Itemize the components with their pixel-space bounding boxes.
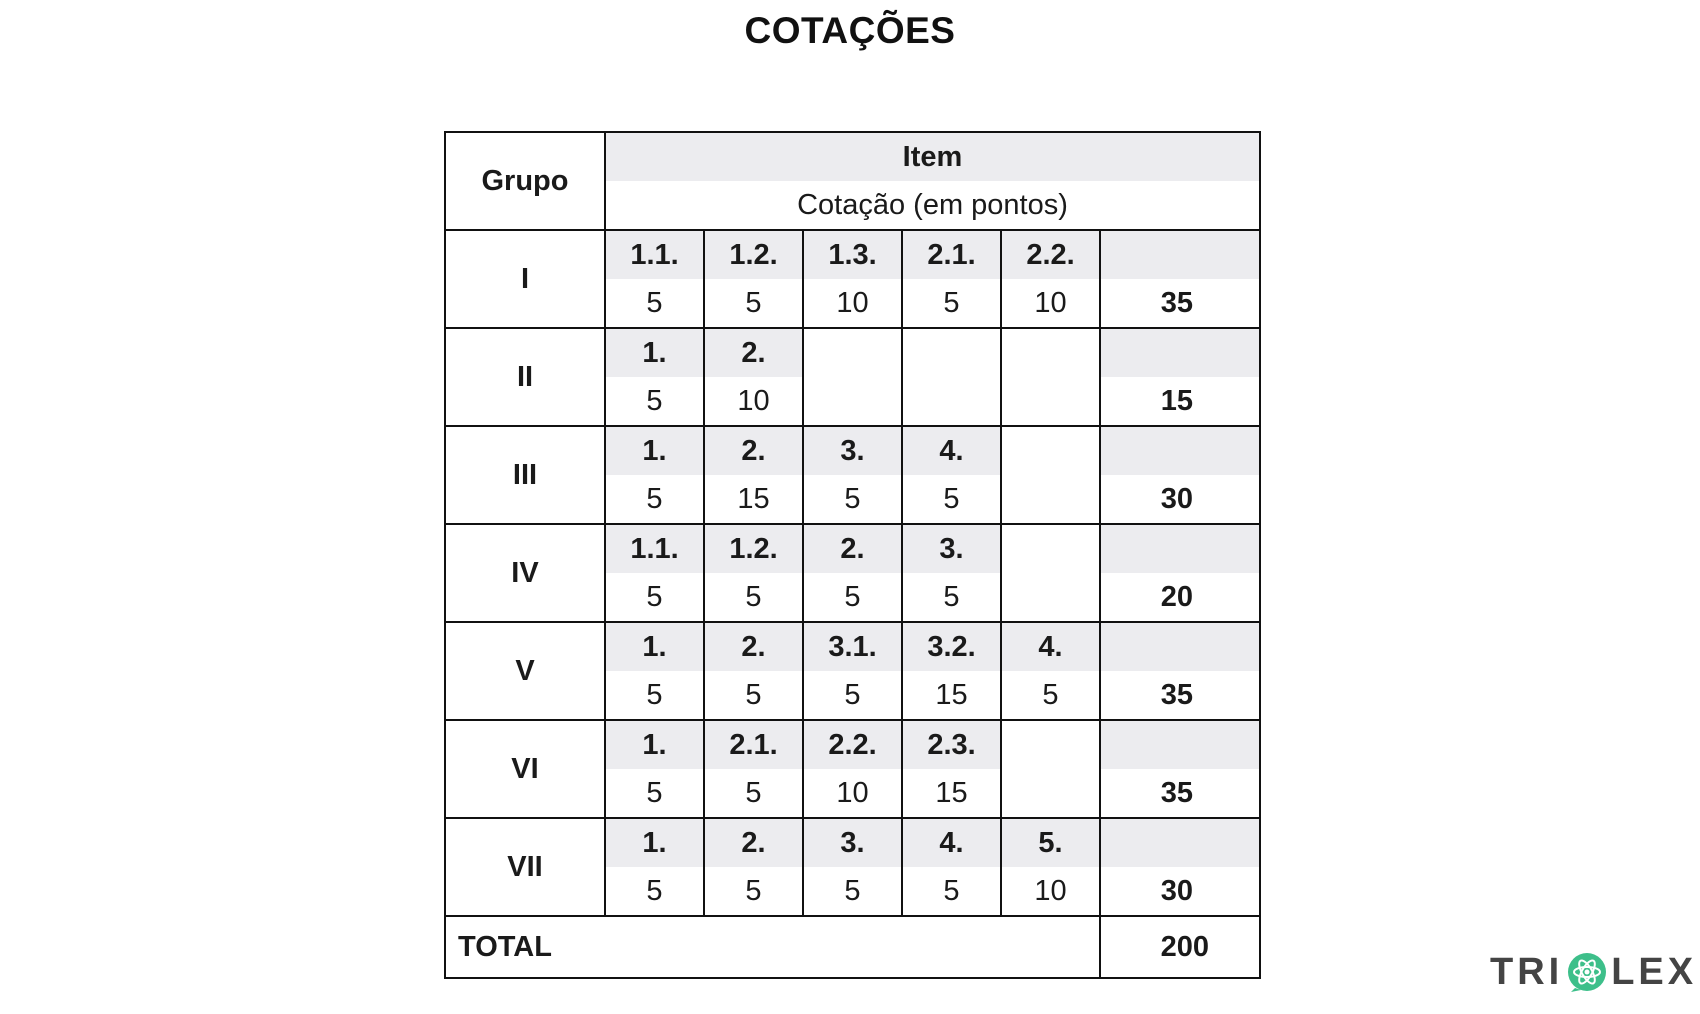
group-total-spacer [1100, 622, 1260, 671]
group-row-labels [445, 524, 1260, 573]
group-total-spacer [1100, 720, 1260, 769]
logo-text-left: TRI [1490, 950, 1564, 993]
empty-cell [803, 328, 902, 426]
group-row-labels [445, 230, 1260, 279]
item-label: 2. [704, 426, 803, 475]
item-value: 5 [1001, 671, 1100, 720]
item-value: 10 [1001, 279, 1100, 328]
total-row [445, 916, 1260, 978]
item-value: 5 [605, 475, 704, 524]
item-value: 15 [902, 769, 1001, 818]
item-label: 1. [605, 720, 704, 769]
item-label: 1.2. [704, 524, 803, 573]
group-total: 35 [1100, 279, 1260, 328]
group-name: III [445, 426, 605, 524]
group-total: 35 [1100, 769, 1260, 818]
group-total: 15 [1100, 377, 1260, 426]
item-value: 5 [803, 671, 902, 720]
item-label: 1.2. [704, 230, 803, 279]
item-label: 3. [803, 426, 902, 475]
item-value: 10 [803, 769, 902, 818]
item-label: 3. [902, 524, 1001, 573]
item-label: 4. [902, 426, 1001, 475]
group-name: IV [445, 524, 605, 622]
total-label: TOTAL [445, 916, 1100, 978]
item-value: 5 [902, 279, 1001, 328]
group-total-spacer [1100, 426, 1260, 475]
group-total: 20 [1100, 573, 1260, 622]
item-value: 5 [704, 573, 803, 622]
item-label: 4. [1001, 622, 1100, 671]
group-row-labels [445, 622, 1260, 671]
item-label: 1.1. [605, 524, 704, 573]
item-label: 3.2. [902, 622, 1001, 671]
item-label: 2. [704, 328, 803, 377]
item-value: 10 [1001, 867, 1100, 916]
group-total: 35 [1100, 671, 1260, 720]
empty-cell [902, 328, 1001, 426]
group-row-labels [445, 426, 1260, 475]
item-value: 5 [803, 867, 902, 916]
total-value: 200 [1100, 916, 1260, 978]
page-title: COTAÇÕES [744, 10, 956, 51]
group-total-spacer [1100, 818, 1260, 867]
group-total-spacer [1100, 230, 1260, 279]
item-label: 4. [902, 818, 1001, 867]
group-total-spacer [1100, 328, 1260, 377]
item-value: 5 [902, 475, 1001, 524]
group-total-spacer [1100, 524, 1260, 573]
item-label: 2.2. [803, 720, 902, 769]
item-label: 1.3. [803, 230, 902, 279]
item-value: 5 [605, 279, 704, 328]
item-value: 5 [605, 671, 704, 720]
item-value: 5 [902, 867, 1001, 916]
item-value: 10 [803, 279, 902, 328]
item-label: 1.1. [605, 230, 704, 279]
item-label: 1. [605, 426, 704, 475]
item-label: 5. [1001, 818, 1100, 867]
item-value: 5 [704, 279, 803, 328]
item-label: 3.1. [803, 622, 902, 671]
atom-icon [1565, 950, 1609, 994]
item-label: 2.1. [704, 720, 803, 769]
group-name: VI [445, 720, 605, 818]
item-label: 1. [605, 818, 704, 867]
item-label: 2. [803, 524, 902, 573]
cotacao-header: Cotação (em pontos) [605, 181, 1260, 230]
item-value: 5 [605, 573, 704, 622]
item-value: 5 [803, 475, 902, 524]
group-row-labels [445, 328, 1260, 377]
empty-cell [1001, 524, 1100, 622]
group-name: V [445, 622, 605, 720]
item-label: 2. [704, 622, 803, 671]
item-value: 5 [704, 769, 803, 818]
group-total: 30 [1100, 867, 1260, 916]
item-value: 5 [605, 377, 704, 426]
group-row-labels [445, 720, 1260, 769]
logo-text-right: LEX [1611, 950, 1698, 993]
item-value: 15 [902, 671, 1001, 720]
item-value: 5 [704, 671, 803, 720]
empty-cell [1001, 328, 1100, 426]
cotacoes-table [444, 131, 1261, 979]
item-value: 10 [704, 377, 803, 426]
group-row-labels [445, 818, 1260, 867]
item-label: 2.3. [902, 720, 1001, 769]
group-name: VII [445, 818, 605, 916]
item-label: 3. [803, 818, 902, 867]
item-value: 5 [605, 867, 704, 916]
item-header: Item [605, 132, 1260, 181]
item-value: 15 [704, 475, 803, 524]
group-name: I [445, 230, 605, 328]
item-value: 5 [803, 573, 902, 622]
item-value: 5 [902, 573, 1001, 622]
grupo-header: Grupo [445, 132, 605, 230]
trilex-logo [1490, 950, 1697, 994]
item-value: 5 [605, 769, 704, 818]
item-label: 1. [605, 328, 704, 377]
group-name: II [445, 328, 605, 426]
item-label: 1. [605, 622, 704, 671]
empty-cell [1001, 426, 1100, 524]
empty-cell [1001, 720, 1100, 818]
item-label: 2. [704, 818, 803, 867]
item-label: 2.1. [902, 230, 1001, 279]
item-value: 5 [704, 867, 803, 916]
group-total: 30 [1100, 475, 1260, 524]
item-label: 2.2. [1001, 230, 1100, 279]
